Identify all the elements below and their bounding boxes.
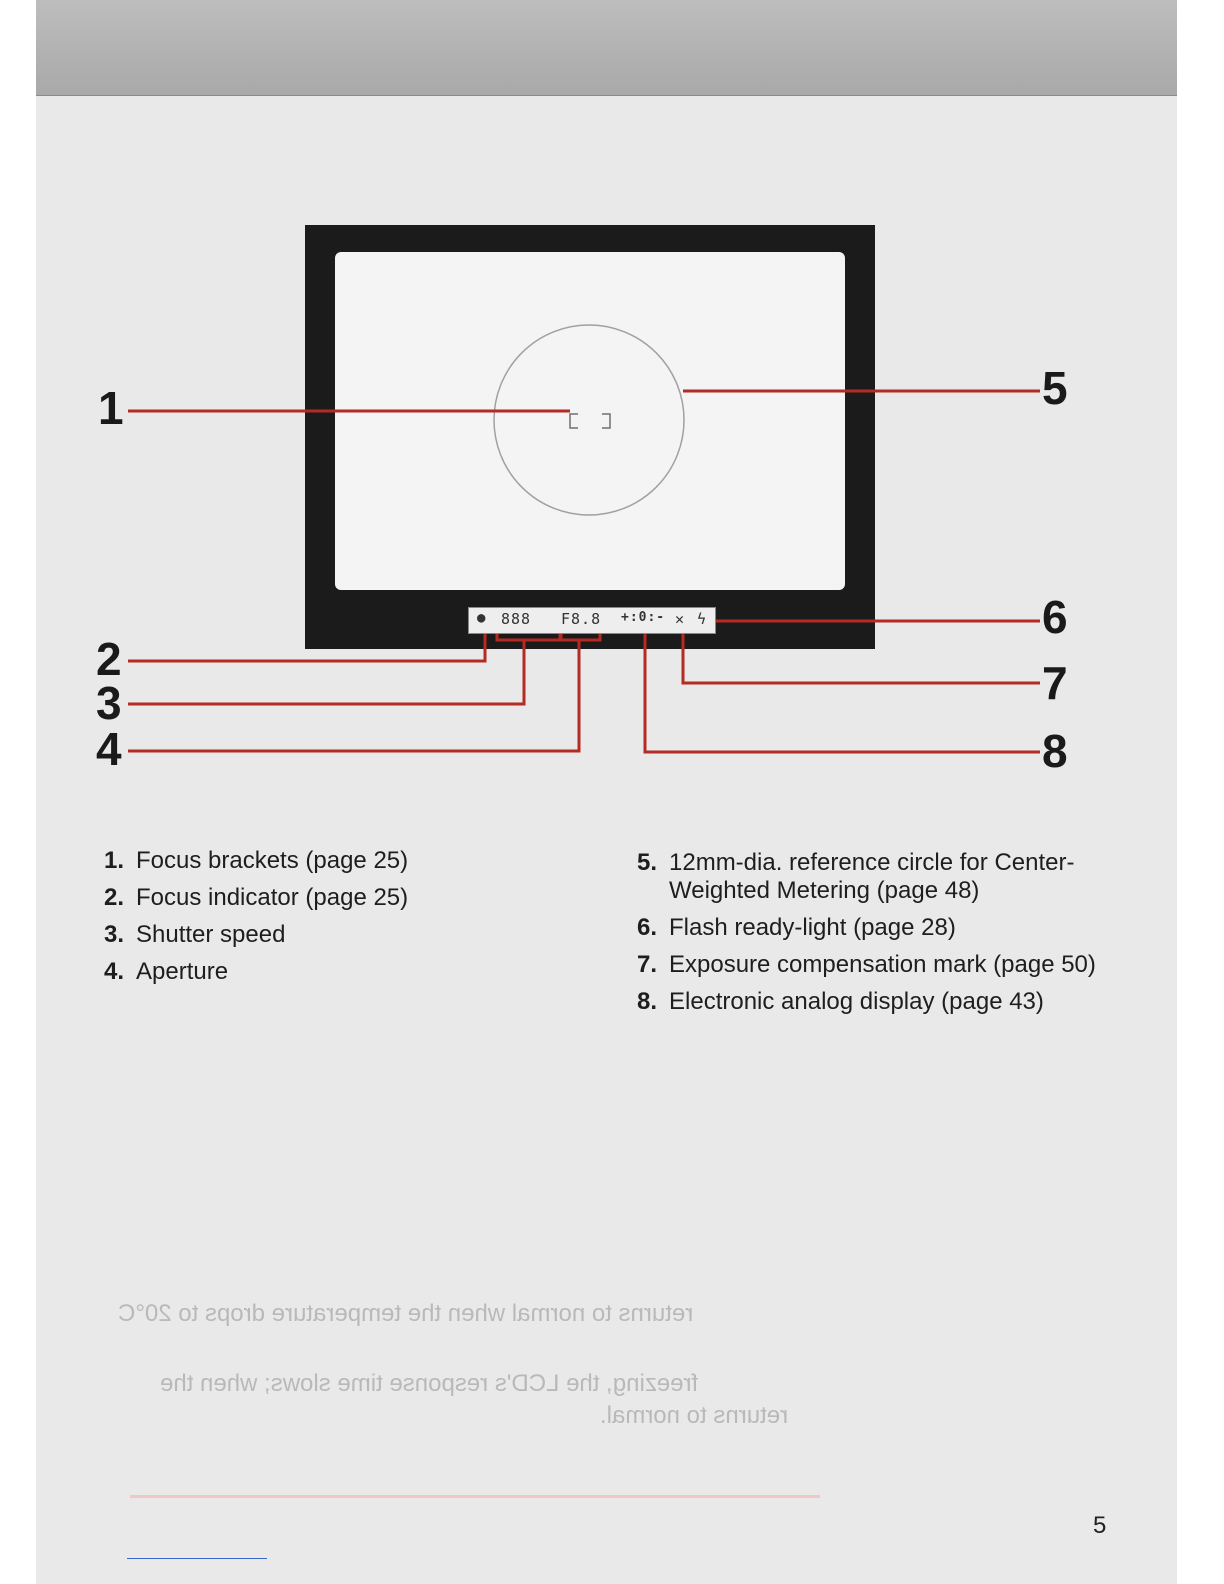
leader-lines (128, 391, 1040, 752)
leader-line-7 (683, 628, 1040, 683)
legend-text: Exposure compensation mark (page 50) (669, 951, 1096, 978)
callout-1: 1 (98, 382, 124, 434)
legend-text: Focus brackets (page 25) (136, 847, 409, 874)
bleed-through-text-1: returns to normal when the temperature drops to 20°C (118, 1300, 694, 1327)
callout-5: 5 (1042, 362, 1068, 414)
analog-display: +:0:- (621, 610, 666, 625)
legend-number: 8. (637, 988, 658, 1015)
legend-number: 2. (104, 884, 125, 911)
legend-text: Electronic analog display (page 43) (669, 988, 1044, 1015)
legend-text: Shutter speed (136, 921, 286, 948)
leader-line-4 (128, 640, 579, 751)
legend-number: 5. (637, 849, 658, 876)
leader-line-2 (128, 622, 485, 661)
viewfinder-lcd (468, 607, 716, 634)
legend-left (104, 847, 544, 995)
legend-item (104, 921, 544, 949)
callout-8: 8 (1042, 725, 1068, 777)
legend-number: 1. (104, 847, 125, 874)
legend-number: 6. (637, 914, 658, 941)
legend-item (637, 914, 1117, 942)
footer-underline (127, 1558, 267, 1559)
callout-3: 3 (96, 677, 122, 729)
bottom-rule (130, 1495, 820, 1498)
legend-item (637, 951, 1117, 979)
legend-item (104, 847, 544, 875)
focus-brackets (570, 414, 610, 428)
reference-circle (494, 325, 684, 515)
shutter-speed-readout: 888 (501, 610, 532, 628)
legend-right (637, 849, 1117, 1025)
legend-text: Aperture (136, 958, 229, 985)
legend-text: 12mm-dia. reference circle for Center-Weighted Metering (page 48) (669, 849, 1075, 904)
legend-number: 4. (104, 958, 125, 985)
legend-item (637, 849, 1117, 905)
legend-number: 7. (637, 951, 658, 978)
legend-item (104, 958, 544, 986)
leader-line-3 (128, 640, 524, 704)
aperture-readout: F8.8 (561, 610, 602, 628)
callout-2: 2 (96, 633, 122, 685)
callout-7: 7 (1042, 657, 1068, 709)
legend-number: 3. (104, 921, 125, 948)
callout-4: 4 (96, 723, 122, 775)
legend-item (637, 988, 1117, 1016)
callout-6: 6 (1042, 591, 1068, 643)
bleed-through-text-2: freezing, the LCD's response time slows; when the (160, 1370, 699, 1397)
leader-line-8 (645, 630, 1040, 752)
exposure-compensation-mark: ✕ (675, 610, 686, 628)
page-number: 5 (1093, 1512, 1107, 1539)
focus-indicator-dot: ● (477, 610, 487, 626)
legend-item (104, 884, 544, 912)
bleed-through-text-3: returns to normal. (600, 1402, 789, 1429)
legend-text: Focus indicator (page 25) (136, 884, 409, 911)
flash-ready-icon: ϟ (697, 610, 708, 628)
legend-text: Flash ready-light (page 28) (669, 914, 956, 941)
